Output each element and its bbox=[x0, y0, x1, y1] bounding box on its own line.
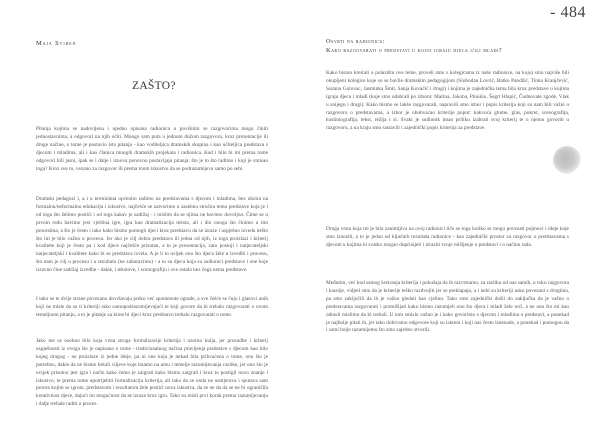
right-paragraph-2: Druga vrsta koja mi je bila zanimljiva na ovoj radionici tiče se toga koliko se mogu povezati pojmovi i ideje koje smo iznosili, a to je jedan od ključnih rezultata radionice - kao zajednički prostor za razgovor o predstavama s djecom u kojima bi svatko mogao doprinijeti i izraziti svoje mišljenje o predstavi i o načinu rada. bbox=[326, 226, 569, 248]
author-name: Maja Sviben bbox=[36, 40, 77, 47]
right-paragraph-1: Kako bismo kreirali o polazištu ove teme, proveli smo s kolegicama iz naše radionice, na kojoj smo najviše bili okupljeni kolegice koje su se bavile dramskim pedagogijom (Slobodan Lovrić, Ratko Pandžić, Tinka Kranjčević, Suzana Gotovac, Jasminka Šmit, Sanja Kovačić i drugi) i kojima je zajednička tema bila kroz predstave u kojima igraju djeca i mladi (koje smo odabrali po izboru: Marina, Jakoba, Pinokio, Šegrt Hlapić, Čudnovate zgode, Vlak u snijegu i drugi). Kako bismo se lakše razgovarali, napravili smo izbor i popis kriterija koji su nam bili važni u razgovoru o predstavama, a izbor je obuhvaćao kriterije poput: kakvoća glume, glas, pokret, scenografija, kostimografija, tekst, režija i sl. Svaki je sudionik imao priliku izabrati svoj kriterij te o njemu govoriti u razgovoru, a na kraju smo sastavili i zajednički popis kriterija za predstave. bbox=[326, 70, 569, 132]
scroll-indicator-dot bbox=[553, 146, 581, 174]
section-title-line-1: Osvrti na radionicu: bbox=[326, 38, 386, 45]
section-title-line-2: Kako razgovarati o predstavi u kojoj igraju djeca i/ili mladi? bbox=[326, 47, 503, 54]
left-paragraph-4: Jako me se osobno bilo koja vrsta stroge formalizacije kriterija i uzorno kulja, jer prosudbe i kriterij uspješnosti iz ovoga što je napisano o tome - tradicionalnog načina pravljenja predstave s djecom kao bilo kojeg drugog - ne proizlaze iz jedne ideje, pa ni one koja je nekad bila prihvaćena o tome, ono što je potrebno, dakle da ne bismo brkali ciljeve koje imamo na umu i temelje razumijevanja razlike, jer ono što je uvijek prisutno jest igra i način kako ćemo je zaigrati kako bismo zaigrali i kroz to postigli novo znanje i iskustvo, te prema tome upotrijebiti formalizaciju kriterija, ali tako da se onda ne usmjerava i sputava sam proces kojim se igrom, predstavom i rezultatom žele postići nova iskustva, da se ne da da se ne bi ograničila kreativnost djece, dajući im mogućnost da se izraze kroz igru. Tako su misli prvi korak prema razumijevanju i dalje trebale raditi u proces. bbox=[36, 338, 268, 408]
section-title bbox=[326, 37, 502, 55]
left-paragraph-3: I tako se te dvije strane povezano dovršavaju preko već spomenute ograde, a sve češće se čuju i glasovi onih koji ne misle da su ti kriteriji tako samopodrazumijevajući te koji govore da bi trebalo razgovarati o ovom temeljnom pitanju, a to je pitanje za kime bi djeci kroz predstavu trebalo razgovarati o tome. bbox=[36, 296, 268, 318]
section-heading: ZAŠTO? bbox=[132, 80, 176, 92]
page-number: - 484 bbox=[550, 4, 586, 21]
left-paragraph-2: Dramski pedagozi i, a i u terminima općenito radimo na predstavama s djecom i mladima, bez obzira na formalnu/neformalnu edukaciju i iskustvo, najčešće se zatvorimo u zasebnu stručnu temu predstave koja je i od toga što želimo postići i od toga kakav je sadržaj - i mislim da se njima ne bavimo dovoljno. Čime se u prvom redu bavimo jest vještina igre, igra kao dramatizacija teksta, ali i dio onoga što činimo u tim procesima, a što je često i tako kako bismo pomogli djeci kroz predstavu da se izraze i uspješno izvedu nešto što im je bilo važno u procesu. Jer ako je cilj dobra predstava ili jedna od njih, iz toga proizlazi i kriterij kvalitete koji je često pa i kod djece najčešće prisutan, a to je prezentacija, zato postoji i natjecateljski natjecateljski i kvalitete kako bi se predstava izvela. A je li to uvijek ono što djeca žele u izvedbi i procesu, što nam je cilj u procesu i u rezultatu (ne zaboravimo) - a to su djeca koja su sudionici predstave i one koje izravno čine sadržaj izvedbe - dakle, i tekstove, i scenografiju i sve ostalo bez čega nema predstave. bbox=[36, 196, 268, 274]
left-paragraph-1: Pitanja kojima se nadovljena i ujedno opisana radionica u povišnim se razgovorima mogu činiti jednostavnima, a odgovori na njih očiti. Mnogo sam puta u jednom dužom razgovoru, kroz prezentacije ili druge načine, o tome je postavio ista pitanja - kao voditeljica dramskih skupina i kao učiteljica predstava s djecom i mladima, ali i kao članica mnogih dramskih projekata i radionica. Kad i bilo bi mi prema tome odgovori bili jasni, ipak se i dalje i iznova ponovno postavljaju pitanja: što je to što radimo i koji je smisao toga? Kroz sve to, vezano za razgovor ili prema mom iskustvu da se podrazumijeva samo po sebi. bbox=[36, 126, 268, 172]
right-paragraph-3: Međutim, već kod samog kreiranja kriterija i pokušaja da ih razvrstamo, za razliku od nas samih, u toku razgovora i kasnije, vidjeli smo da je kriterije teško razdvojiti jer se preklapaju, a i neki su kriteriji usko povezani s drugima, pa smo zaključili da ih je važno gledati kao cjelinu. Tako smo zajednički došli do zaključka da je važno o predstavama razgovarati i promišljati kako bismo razumjeli ono što djeca i mladi žele reći, a ne ono što mi kao odrasli mislimo da bi trebali. U tom smislu važno je i kako govorimo s djecom i mladima o predstavi, a ponekad je najbolje pitati ih, jer tako dobivamo odgovore koji su iskreni i koji nas često iznenade, a ponekad i pomognu da i sami bolje razumijemo što smo zajedno stvorili. bbox=[326, 280, 569, 334]
